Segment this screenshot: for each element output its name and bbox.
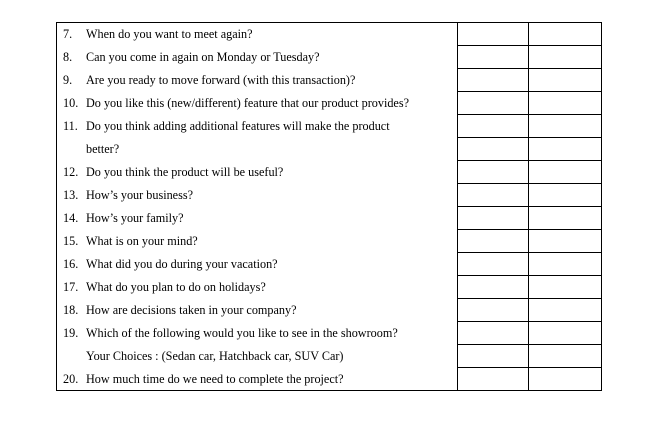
question-row — [57, 322, 602, 345]
answer-cell-1 — [458, 253, 529, 276]
question-row — [57, 299, 602, 322]
question-cell — [57, 368, 458, 391]
answer-cell-2 — [529, 230, 602, 253]
question-row — [57, 368, 602, 391]
answer-cell-2 — [529, 115, 602, 138]
question-cell — [57, 253, 458, 276]
question-cell — [57, 345, 458, 368]
question-row — [57, 161, 602, 184]
question-number: 10. — [63, 96, 79, 110]
question-text: Are you ready to move forward (with this transaction)? — [86, 73, 356, 87]
answer-cell-1 — [458, 115, 529, 138]
question-number: 8. — [63, 50, 73, 64]
question-row — [57, 92, 602, 115]
answer-cell-1 — [458, 299, 529, 322]
question-cell — [57, 69, 458, 92]
question-cell — [57, 161, 458, 184]
answer-cell-1 — [458, 138, 529, 161]
question-number: 17. — [63, 280, 79, 294]
answer-cell-1 — [458, 207, 529, 230]
question-row — [57, 46, 602, 69]
question-number: 7. — [63, 27, 73, 42]
question-number: 12. — [63, 165, 79, 179]
question-text: How much time do we need to complete the project? — [86, 371, 344, 386]
question-text: Which of the following would you like to see in the showroom? — [86, 326, 398, 340]
answer-cell-1 — [458, 69, 529, 92]
question-cell — [57, 46, 458, 69]
question-text: Do you think adding additional features will make the product — [86, 119, 390, 133]
answer-cell-2 — [529, 69, 602, 92]
question-cell — [57, 230, 458, 253]
question-number: 16. — [63, 257, 79, 271]
answer-cell-2 — [529, 368, 602, 391]
question-text-continuation: Your Choices : (Sedan car, Hatchback car, SUV Car) — [86, 349, 344, 363]
question-number: 14. — [63, 211, 79, 225]
answer-cell-2 — [529, 46, 602, 69]
question-row-continuation — [57, 138, 602, 161]
answer-cell-2 — [529, 345, 602, 368]
question-cell — [57, 276, 458, 299]
question-cell — [57, 184, 458, 207]
question-text-continuation: better? — [86, 142, 120, 156]
question-cell — [57, 92, 458, 115]
answer-cell-2 — [529, 184, 602, 207]
question-text: Do you think the product will be useful? — [86, 165, 284, 179]
question-cell — [57, 138, 458, 161]
answer-cell-2 — [529, 322, 602, 345]
answer-cell-2 — [529, 299, 602, 322]
answer-cell-1 — [458, 46, 529, 69]
answer-cell-1 — [458, 92, 529, 115]
question-number: 9. — [63, 73, 73, 87]
question-number: 19. — [63, 326, 79, 340]
answer-cell-1 — [458, 345, 529, 368]
answer-cell-2 — [529, 253, 602, 276]
question-cell — [57, 322, 458, 345]
question-text: How are decisions taken in your company? — [86, 303, 297, 317]
question-text: What is on your mind? — [86, 234, 198, 248]
question-number: 11. — [63, 119, 78, 133]
question-row — [57, 207, 602, 230]
question-row — [57, 115, 602, 138]
question-text: What did you do during your vacation? — [86, 257, 278, 271]
answer-cell-2 — [529, 276, 602, 299]
question-number: 20. — [63, 371, 79, 386]
answer-cell-2 — [529, 161, 602, 184]
question-row — [57, 276, 602, 299]
question-row — [57, 253, 602, 276]
answer-cell-1 — [458, 161, 529, 184]
question-text: How’s your family? — [86, 211, 184, 225]
question-text: What do you plan to do on holidays? — [86, 280, 266, 294]
question-row — [57, 23, 602, 46]
answer-cell-1 — [458, 368, 529, 391]
answer-cell-1 — [458, 322, 529, 345]
question-number: 15. — [63, 234, 79, 248]
question-row — [57, 230, 602, 253]
question-table-body — [57, 23, 602, 391]
question-row — [57, 69, 602, 92]
question-text: Can you come in again on Monday or Tuesday? — [86, 50, 320, 64]
question-cell — [57, 115, 458, 138]
answer-cell-1 — [458, 230, 529, 253]
question-number: 18. — [63, 303, 79, 317]
question-text: When do you want to meet again? — [86, 27, 253, 42]
answer-cell-1 — [458, 276, 529, 299]
question-row — [57, 184, 602, 207]
question-row-continuation — [57, 345, 602, 368]
question-table — [56, 22, 602, 391]
answer-cell-2 — [529, 92, 602, 115]
question-text: How’s your business? — [86, 188, 193, 202]
question-cell — [57, 299, 458, 322]
question-text: Do you like this (new/different) feature that our product provides? — [86, 96, 409, 110]
answer-cell-1 — [458, 23, 529, 46]
answer-cell-1 — [458, 184, 529, 207]
answer-cell-2 — [529, 207, 602, 230]
answer-cell-2 — [529, 138, 602, 161]
question-cell — [57, 207, 458, 230]
question-number: 13. — [63, 188, 79, 202]
question-cell — [57, 23, 458, 46]
answer-cell-2 — [529, 23, 602, 46]
